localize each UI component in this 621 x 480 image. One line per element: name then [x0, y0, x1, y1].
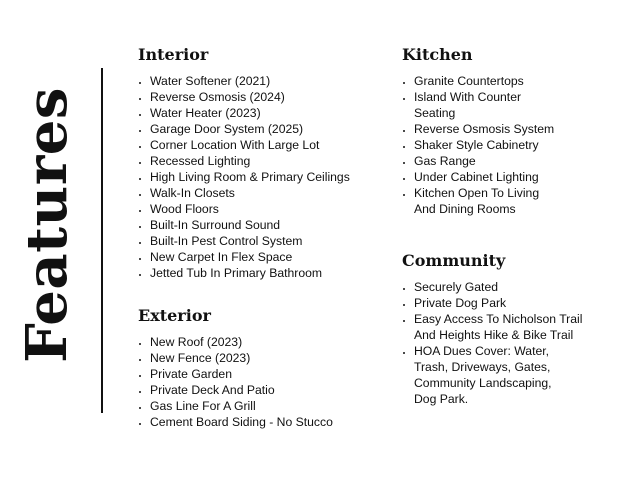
- list-item: • Under Cabinet Lighting: [414, 169, 602, 185]
- list-item: • New Fence (2023): [150, 350, 373, 366]
- interior-section: [138, 45, 373, 281]
- list-item: • Built-In Pest Control System: [150, 233, 373, 249]
- interior-heading: Interior: [138, 45, 209, 64]
- exterior-list: [138, 334, 373, 430]
- interior-list: [138, 73, 373, 281]
- list-item: • Wood Floors: [150, 201, 373, 217]
- exterior-section: [138, 306, 373, 430]
- list-item: • Walk-In Closets: [150, 185, 373, 201]
- list-item: • Kitchen Open To Living And Dining Rooms: [414, 185, 554, 217]
- list-item: • Private Garden: [150, 366, 373, 382]
- list-item: • Jetted Tub In Primary Bathroom: [150, 265, 373, 281]
- list-item: • Water Heater (2023): [150, 105, 373, 121]
- list-item: • Island With Counter Seating: [414, 89, 534, 121]
- list-item: • Water Softener (2021): [150, 73, 373, 89]
- list-item: • New Carpet In Flex Space: [150, 249, 373, 265]
- list-item: • Recessed Lighting: [150, 153, 373, 169]
- list-item: • Gas Range: [414, 153, 602, 169]
- list-item: • Gas Line For A Grill: [150, 398, 373, 414]
- community-section: [402, 251, 587, 407]
- list-item: • Securely Gated: [414, 279, 587, 295]
- community-list: [402, 279, 587, 407]
- list-item: • Shaker Style Cabinetry: [414, 137, 602, 153]
- list-item: • Corner Location With Large Lot: [150, 137, 373, 153]
- list-item: • Private Deck And Patio: [150, 382, 373, 398]
- list-item: • High Living Room & Primary Ceilings: [150, 169, 373, 185]
- kitchen-list: [402, 73, 602, 217]
- list-item: • Built-In Surround Sound: [150, 217, 373, 233]
- list-item: • Cement Board Siding - No Stucco: [150, 414, 373, 430]
- list-item: • Reverse Osmosis System: [414, 121, 602, 137]
- kitchen-section: [402, 45, 602, 217]
- list-item: • Granite Countertops: [414, 73, 602, 89]
- list-item: • Easy Access To Nicholson Trail And Heights Hike & Bike Trail: [414, 311, 589, 343]
- list-item: • Garage Door System (2025): [150, 121, 373, 137]
- community-heading: Community: [402, 251, 506, 270]
- exterior-heading: Exterior: [138, 306, 211, 325]
- vertical-divider: [101, 68, 103, 413]
- list-item: • New Roof (2023): [150, 334, 373, 350]
- list-item: • Private Dog Park: [414, 295, 587, 311]
- list-item: • Reverse Osmosis (2024): [150, 89, 373, 105]
- kitchen-heading: Kitchen: [402, 45, 473, 64]
- page-title: Features: [14, 87, 80, 363]
- list-item: • HOA Dues Cover: Water, Trash, Driveways, Gates, Community Landscaping, Dog Park.: [414, 343, 559, 407]
